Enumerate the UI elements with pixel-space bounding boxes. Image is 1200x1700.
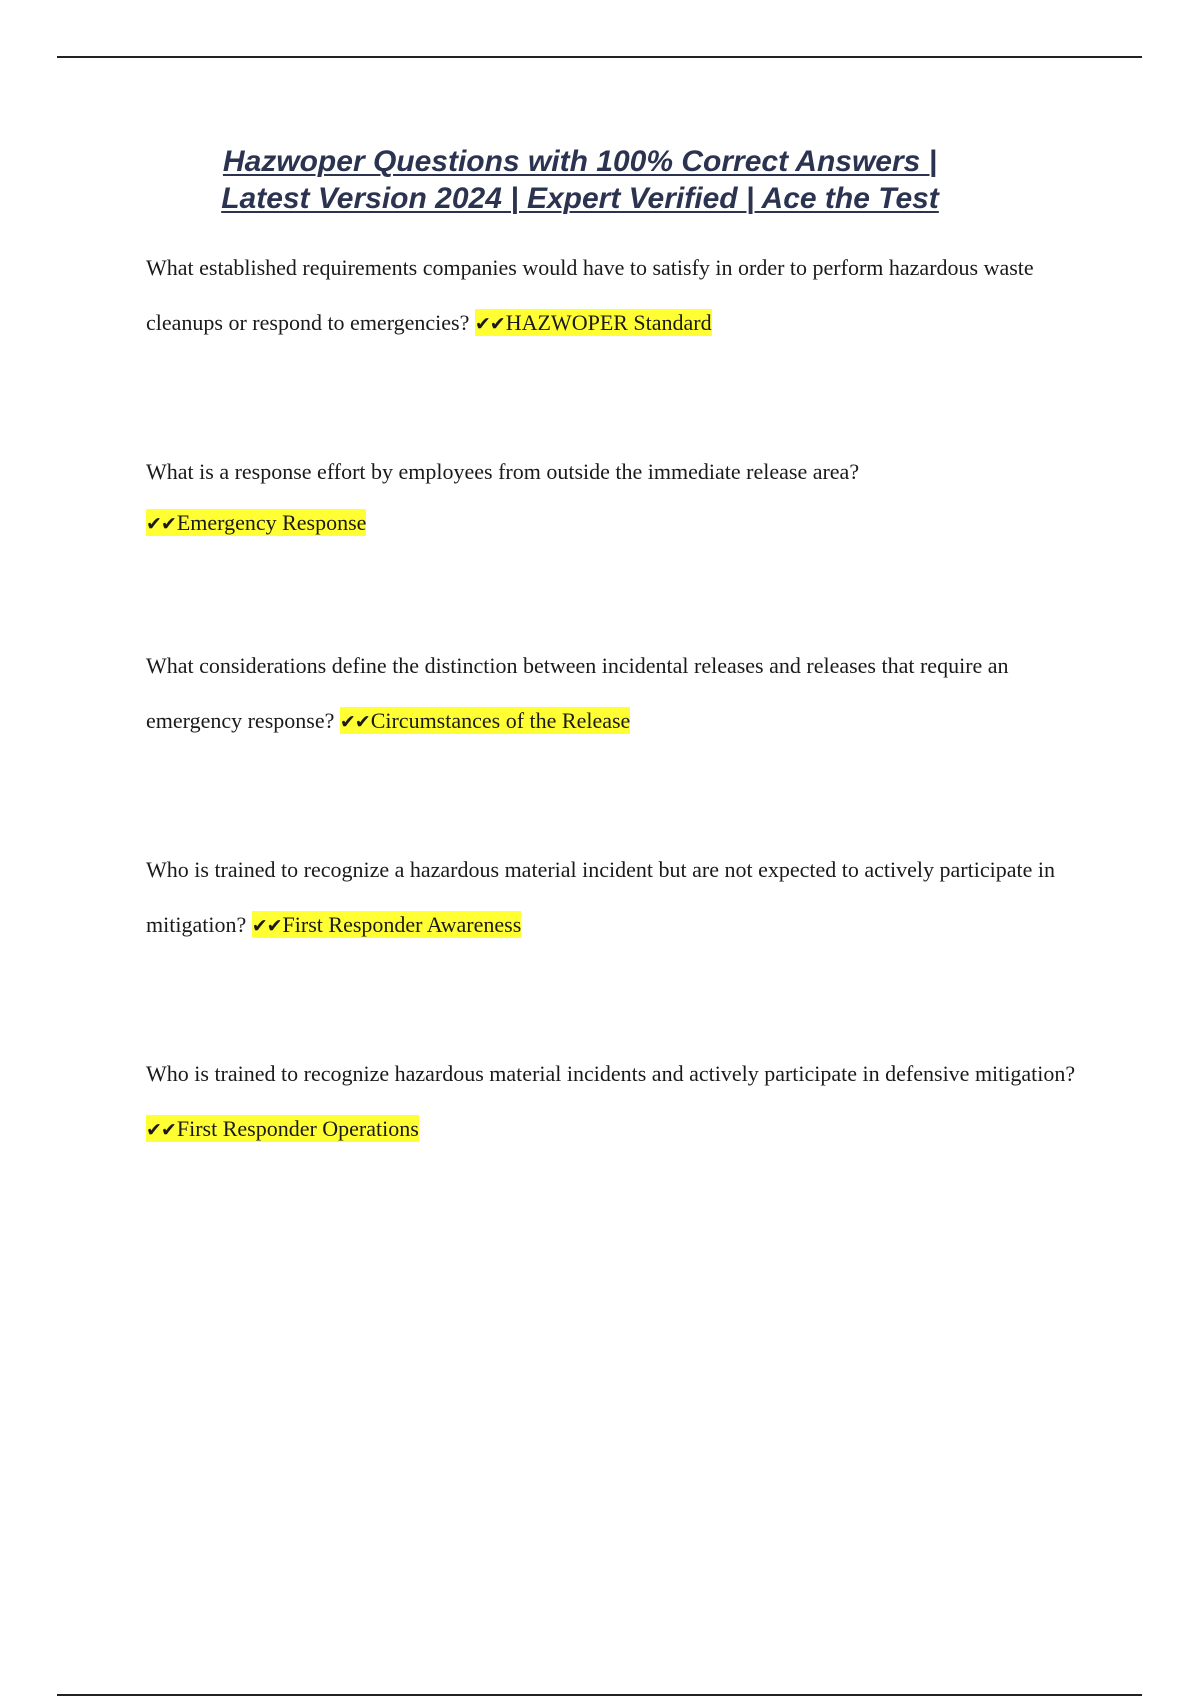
bottom-rule — [57, 1694, 1142, 1696]
title-line-2: Latest Version 2024 | Expert Verified | Ace the Test — [221, 182, 939, 215]
document-title — [0, 143, 1160, 217]
answer-highlight — [475, 309, 712, 336]
answer-highlight — [340, 707, 630, 734]
question-text: What is a response effort by employees from outside the immediate release area? — [146, 459, 860, 484]
answer-highlight — [146, 509, 366, 536]
answer-text: First Responder Operations — [176, 1116, 419, 1141]
double-check-icon: ✔✔ — [474, 313, 505, 335]
top-rule — [57, 56, 1142, 58]
answer-text: Circumstances of the Release — [370, 708, 631, 733]
double-check-icon: ✔✔ — [339, 711, 370, 733]
answer-text: Emergency Response — [176, 510, 367, 535]
answer-highlight — [146, 1115, 419, 1142]
qa-item-5 — [146, 1046, 1086, 1158]
qa-item-1 — [146, 240, 1086, 352]
double-check-icon: ✔✔ — [146, 1119, 176, 1141]
qa-item-2 — [146, 446, 1086, 550]
qa-item-4 — [146, 842, 1086, 954]
question-text: Who is trained to recognize a hazardous material incident but are not expected to actively participate in mitigation? — [146, 857, 1055, 937]
qa-item-3 — [146, 638, 1086, 750]
title-line-1: Hazwoper Questions with 100% Correct Answers | — [222, 145, 938, 178]
answer-highlight — [252, 911, 522, 938]
question-text: What established requirements companies would have to satisfy in order to perform hazardous waste cleanups or respond to emergencies? — [146, 255, 1034, 335]
question-text: What considerations define the distinction between incidental releases and releases that require an emergency response? — [146, 653, 1009, 733]
answer-text: First Responder Awareness — [282, 912, 522, 937]
answer-text: HAZWOPER Standard — [505, 310, 712, 335]
double-check-icon: ✔✔ — [251, 915, 282, 937]
question-text: Who is trained to recognize hazardous material incidents and actively participate in defensive mitigation? — [146, 1061, 1076, 1086]
double-check-icon: ✔✔ — [146, 513, 176, 535]
